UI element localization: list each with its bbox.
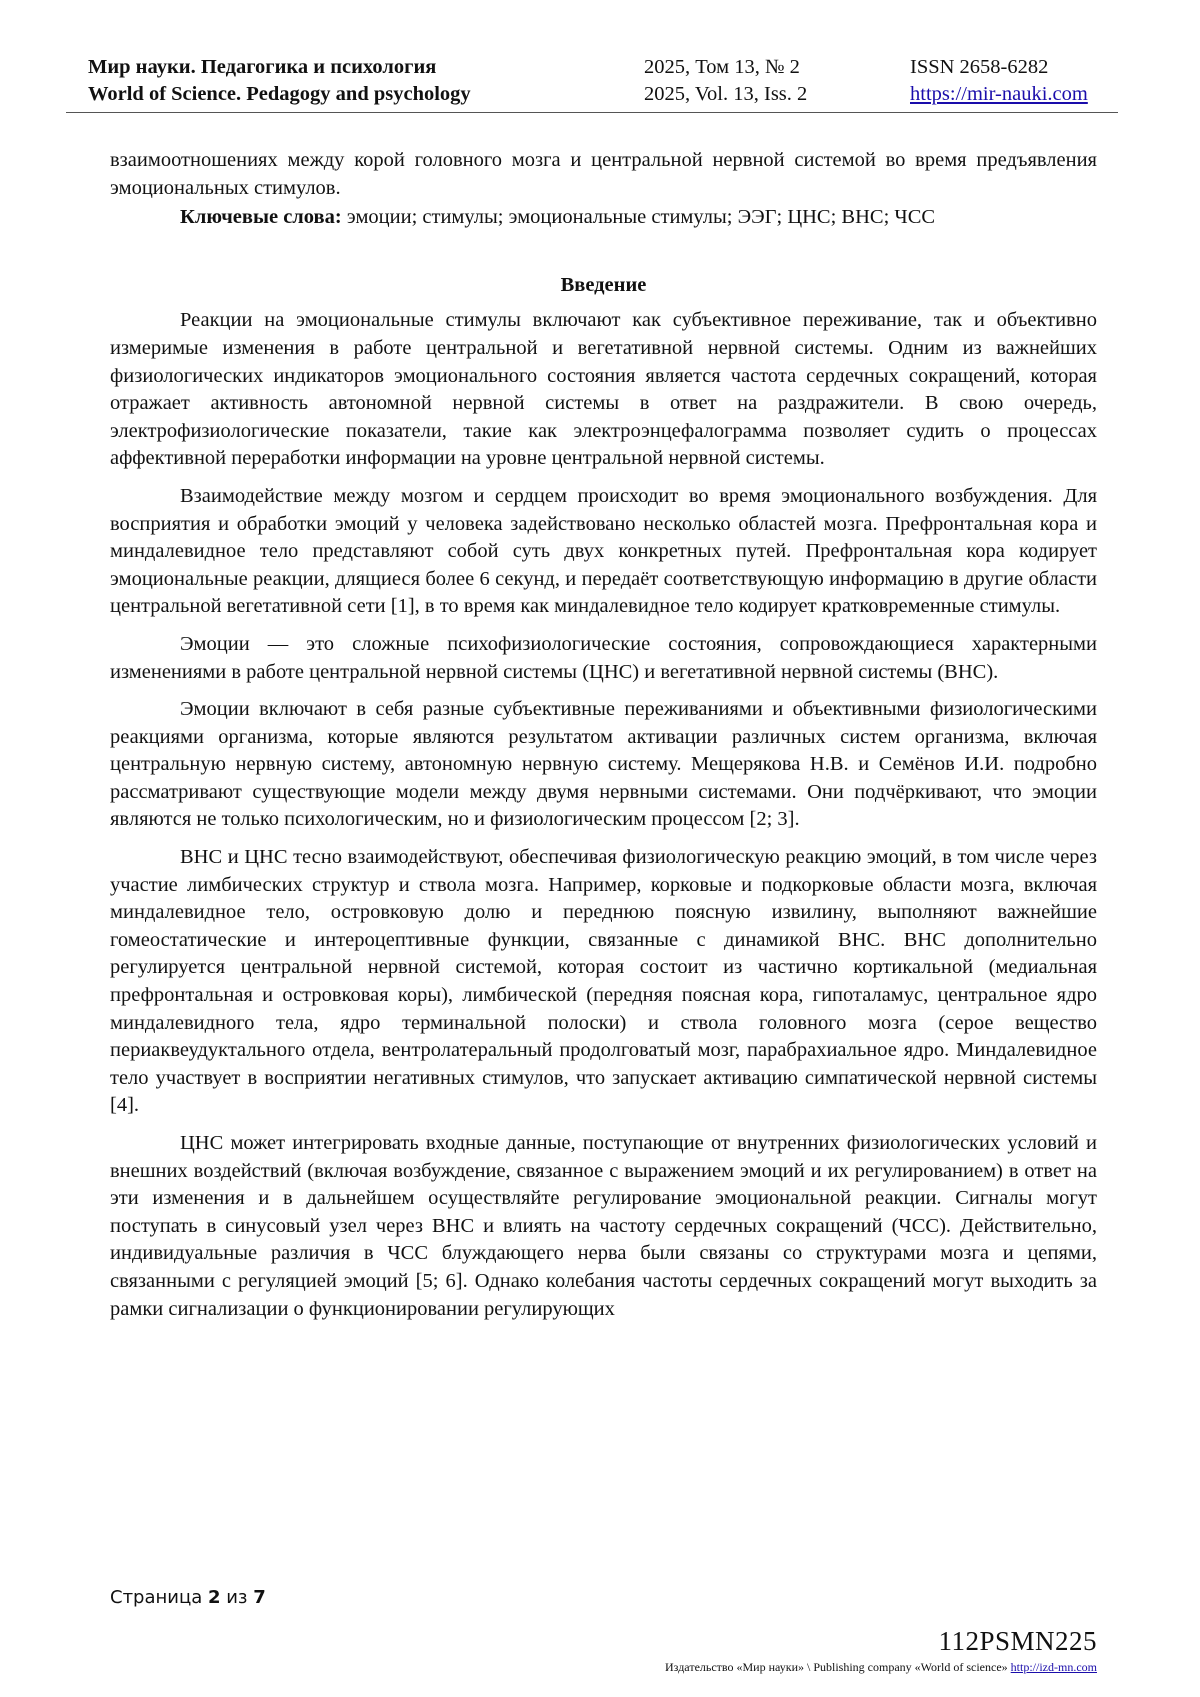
- paragraph: Эмоции включают в себя разные субъективные переживаниями и объективными физиологическими реакциями организма, которые являются результатом активации различных систем организма, включая центральную нервную систему, автономную нервную систему. Мещерякова Н.В. и Семёнов И.И. подробно рассматривают существующие модели между двумя нервными системами. Они подчёркивают, что эмоции являются не только психологическим, но и физиологическим процессом [2; 3].: [110, 698, 1097, 831]
- keywords-label: Ключевые слова:: [180, 206, 342, 229]
- abstract-tail: взаимоотношениях между корой головного мозга и центральной нервной системой во время предъявления эмоциональных стимулов.: [110, 149, 1097, 199]
- publisher-text: Издательство «Мир науки» \ Publishing company «World of science»: [665, 1660, 1011, 1674]
- paragraph: Взаимодействие между мозгом и сердцем происходит во время эмоционального возбуждения. Для восприятия и обработки эмоций у человека задействовано несколько областей мозга. Префронтальная кора и миндалевидное тело представляют собой суть двух конкретных путей. Префронтальная кора кодирует эмоциональные реакции, длящиеся более 6 секунд, и передаёт соответствующую информацию в другие области центральной вегетативной сети [1], в то время как миндалевидное тело кодирует кратковременные стимулы.: [110, 484, 1097, 618]
- journal-url-link[interactable]: https://mir-nauki.com: [910, 83, 1088, 105]
- running-header: [88, 54, 1118, 112]
- paragraph: Эмоции — это сложные психофизиологические состояния, сопровождающиеся характерными изменениями в работе центральной нервной системы (ЦНС) и вегетативной нервной системы (ВНС).: [110, 632, 1097, 683]
- page-number: [110, 1587, 266, 1609]
- page-prefix: Страница: [110, 1587, 208, 1608]
- header-divider: [66, 112, 1118, 113]
- keywords-text: эмоции; стимулы; эмоциональные стимулы; ЭЭГ; ЦНС; ВНС; ЧСС: [341, 206, 936, 229]
- article-body: [110, 147, 1097, 1323]
- page-mid: из: [220, 1587, 254, 1608]
- paragraph: Реакции на эмоциональные стимулы включают как субъективное переживание, так и объективно измеримые изменения в работе центральной и вегетативной нервной системы. Одним из важнейших физиологических индикаторов эмоционального состояния является частота сердечных сокращений, которая отражает активность автономной нервной системы в ответ на раздражители. В свою очередь, электрофизиологические показатели, такие как электроэнцефалограмма позволяет судить о процессах аффективной переработки информации на уровне центральной нервной системы.: [110, 309, 1097, 470]
- volume-info-ru: 2025, Том 13, № 2: [644, 56, 800, 78]
- page-total: 7: [253, 1587, 266, 1608]
- volume-info-en: 2025, Vol. 13, Iss. 2: [644, 83, 808, 105]
- article-code: 112PSMN225: [938, 1626, 1097, 1656]
- section-title: Введение: [560, 273, 647, 296]
- paragraph: ВНС и ЦНС тесно взаимодействуют, обеспечивая физиологическую реакцию эмоций, в том числе через участие лимбических структур и ствола мозга. Например, корковые и подкорковые области мозга, включая миндалевидное тело, островковую долю и переднюю поясную извилину, выполняют важнейшие гомеостатические и интероцептивные функции, связанные с динамикой ВНС. ВНС дополнительно регулируется центральной нервной системой, которая состоит из частично кортикальной (медиальная префронтальная и островковая коры), лимбической (передняя поясная кора, гипоталамус, центральное ядро миндалевидного тела, ядро терминальной полоски) и ствола головного мозга (серое вещество периаквеудуктального отдела, вентролатеральный продолговатый мозг, парабрахиальное ядро. Миндалевидное тело участвует в восприятии негативных стимулов, что запускает активацию симпатической нервной системы [4].: [110, 846, 1097, 1117]
- keywords: [110, 204, 1097, 232]
- publisher-url-link[interactable]: http://izd-mn.com: [1010, 1660, 1097, 1674]
- journal-title-en: World of Science. Pedagogy and psychology: [88, 83, 471, 105]
- paragraph: ЦНС может интегрировать входные данные, поступающие от внутренних физиологических условий и внешних воздействий (включая возбуждение, связанное с выражением эмоций и их регулированием) в ответ на эти изменения и в дальнейшем осуществляйте регулирование эмоциональной реакции. Сигналы могут поступать в синусовый узел через ВНС и влиять на частоту сердечных сокращений (ЧСС). Действительно, индивидуальные различия в ЧСС блуждающего нерва были связаны со структурами мозга и цепями, связанными с регуляцией эмоций [5; 6]. Однако колебания частоты сердечных сокращений могут выходить за рамки сигнализации о функционировании регулирующих: [110, 1132, 1097, 1320]
- issn: ISSN 2658-6282: [910, 56, 1049, 78]
- page-current: 2: [207, 1587, 221, 1608]
- journal-title-ru: Мир науки. Педагогика и психология: [88, 56, 437, 78]
- publisher-line: [665, 1660, 1097, 1674]
